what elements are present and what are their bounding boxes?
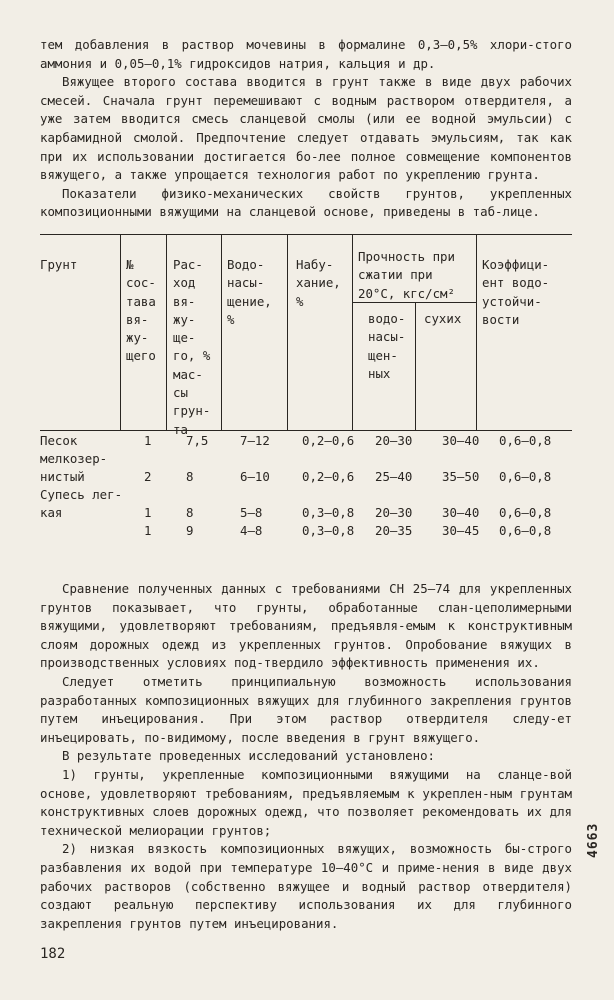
cell-swelling: 0,3–0,8 (302, 522, 355, 538)
soil-label: мелкозер- (40, 450, 108, 466)
header-swelling: Набу- хание, % (296, 256, 341, 309)
paragraph: Следует отметить принципиальную возможность использования разработанных композиционных вяжущих для глубинного закрепления грунтов путем инъецирования. При этом раствор отвердителя следу-ет инъецировать, по-видимому, после введения в грунт вяжущего. (40, 673, 572, 745)
cell-consumption: 8 (186, 504, 194, 520)
header-strength-dry: сухих (424, 310, 462, 326)
cell-strength-dry: 30–40 (442, 504, 480, 520)
paragraph: Сравнение полученных данных с требованиями СН 25–74 для укрепленных грунтов показывает, что грунты, обработанные слан-цеполимерными вяжущими, удовлетворяют требованиям, предъявля-емым к конструктивным слоям дорожных одежд из укрепленных грунтов. Опробование вяжущих в производственных условиях под-твердило эффективность применения их. (40, 581, 572, 671)
cell-strength-wet: 25–40 (375, 468, 413, 484)
header-strength-wet: водо- насы- щен- ных (368, 310, 406, 381)
cell-water-saturation: 4–8 (240, 522, 263, 538)
paragraph: 1) грунты, укрепленные композиционными вяжущими на сланце-вой основе, удовлетворяют требованиям, предъявляемым к укреплен-ным грунтам конструктивных слоев дорожных одежд, что позволяет рекомендовать их для технической мелиорации грунтов; (40, 766, 572, 838)
cell-coefficient: 0,6–0,8 (499, 432, 552, 448)
cell-coefficient: 0,6–0,8 (499, 504, 552, 520)
header-soil: Грунт (40, 256, 78, 272)
cell-swelling: 0,2–0,6 (302, 468, 355, 484)
soil-label: Песок (40, 432, 78, 448)
cell-coefficient: 0,6–0,8 (499, 468, 552, 484)
side-stamp: 4663 (586, 822, 601, 858)
paragraph: тем добавления в раствор мочевины в формалине 0,3–0,5% хлори-стого аммония и 0,05–0,1% гидроксидов натрия, кальция и др. (40, 37, 572, 71)
cell-strength-wet: 20–35 (375, 522, 413, 538)
cell-strength-wet: 20–30 (375, 504, 413, 520)
cell-composition: 2 (144, 468, 152, 484)
paragraph: Показатели физико-механических свойств грунтов, укрепленных композиционными вяжущими на сланцевой основе, приведены в таб-лице. (40, 185, 572, 220)
soil-label: кая (40, 504, 63, 520)
header-composition: № сос- тава вя- жу- щего (126, 256, 156, 364)
paragraph: 2) низкая вязкость композиционных вяжущих, возможность бы-строго разбавления их водой при температуре 10–40°С и приме-нения в виде двух рабочих растворов (собственно вяжущее и водный раствор отвердителя) создают реальную перспективу использования их для глубинного закрепления грунтов путем инъецирования. (40, 841, 572, 931)
header-coefficient: Коэффици- ент водо- устойчи- вости (482, 256, 550, 327)
cell-coefficient: 0,6–0,8 (499, 522, 552, 538)
header-water-saturation: Водо- насы- щение, % (227, 256, 272, 327)
soil-label: Супесь лег- (40, 486, 123, 502)
cell-strength-dry: 35–50 (442, 468, 480, 484)
header-strength: Прочность при сжатии при 20°C, кгс/см² (358, 248, 455, 301)
cell-strength-dry: 30–40 (442, 432, 480, 448)
paragraph: Вяжущее второго состава вводится в грунт также в виде двух рабочих смесей. Сначала грунт перемешивают с водным раствором отвердителя, а уже затем вводится смесь сланцевой смолы (или ее водной эмульсии) с карбамидной смолой. Предпочтение следует отдавать эмульсиям, так как при их использовании достигается бо-лее полное совмещение компонентов вяжущего, а также упрощается технология работ по укреплению грунта. (40, 74, 572, 183)
cell-swelling: 0,3–0,8 (302, 504, 355, 520)
paragraph: В результате проведенных исследований установлено: (62, 748, 435, 764)
text-after-table (40, 580, 572, 933)
properties-table (40, 234, 572, 559)
cell-consumption: 7,5 (186, 432, 209, 448)
cell-consumption: 9 (186, 522, 194, 538)
cell-strength-wet: 20–30 (375, 432, 413, 448)
cell-consumption: 8 (186, 468, 194, 484)
cell-composition: 1 (144, 504, 152, 520)
cell-strength-dry: 30–45 (442, 522, 480, 538)
cell-composition: 1 (144, 522, 152, 538)
page-body (40, 36, 572, 559)
cell-water-saturation: 5–8 (240, 504, 263, 520)
cell-composition: 1 (144, 432, 152, 448)
header-consumption: Рас- ход вя- жу- ще- го, % мас- сы грун- та (173, 256, 211, 437)
cell-water-saturation: 7–12 (240, 432, 270, 448)
cell-swelling: 0,2–0,6 (302, 432, 355, 448)
page-number: 182 (40, 946, 66, 962)
soil-label: нистый (40, 468, 85, 484)
cell-water-saturation: 6–10 (240, 468, 270, 484)
